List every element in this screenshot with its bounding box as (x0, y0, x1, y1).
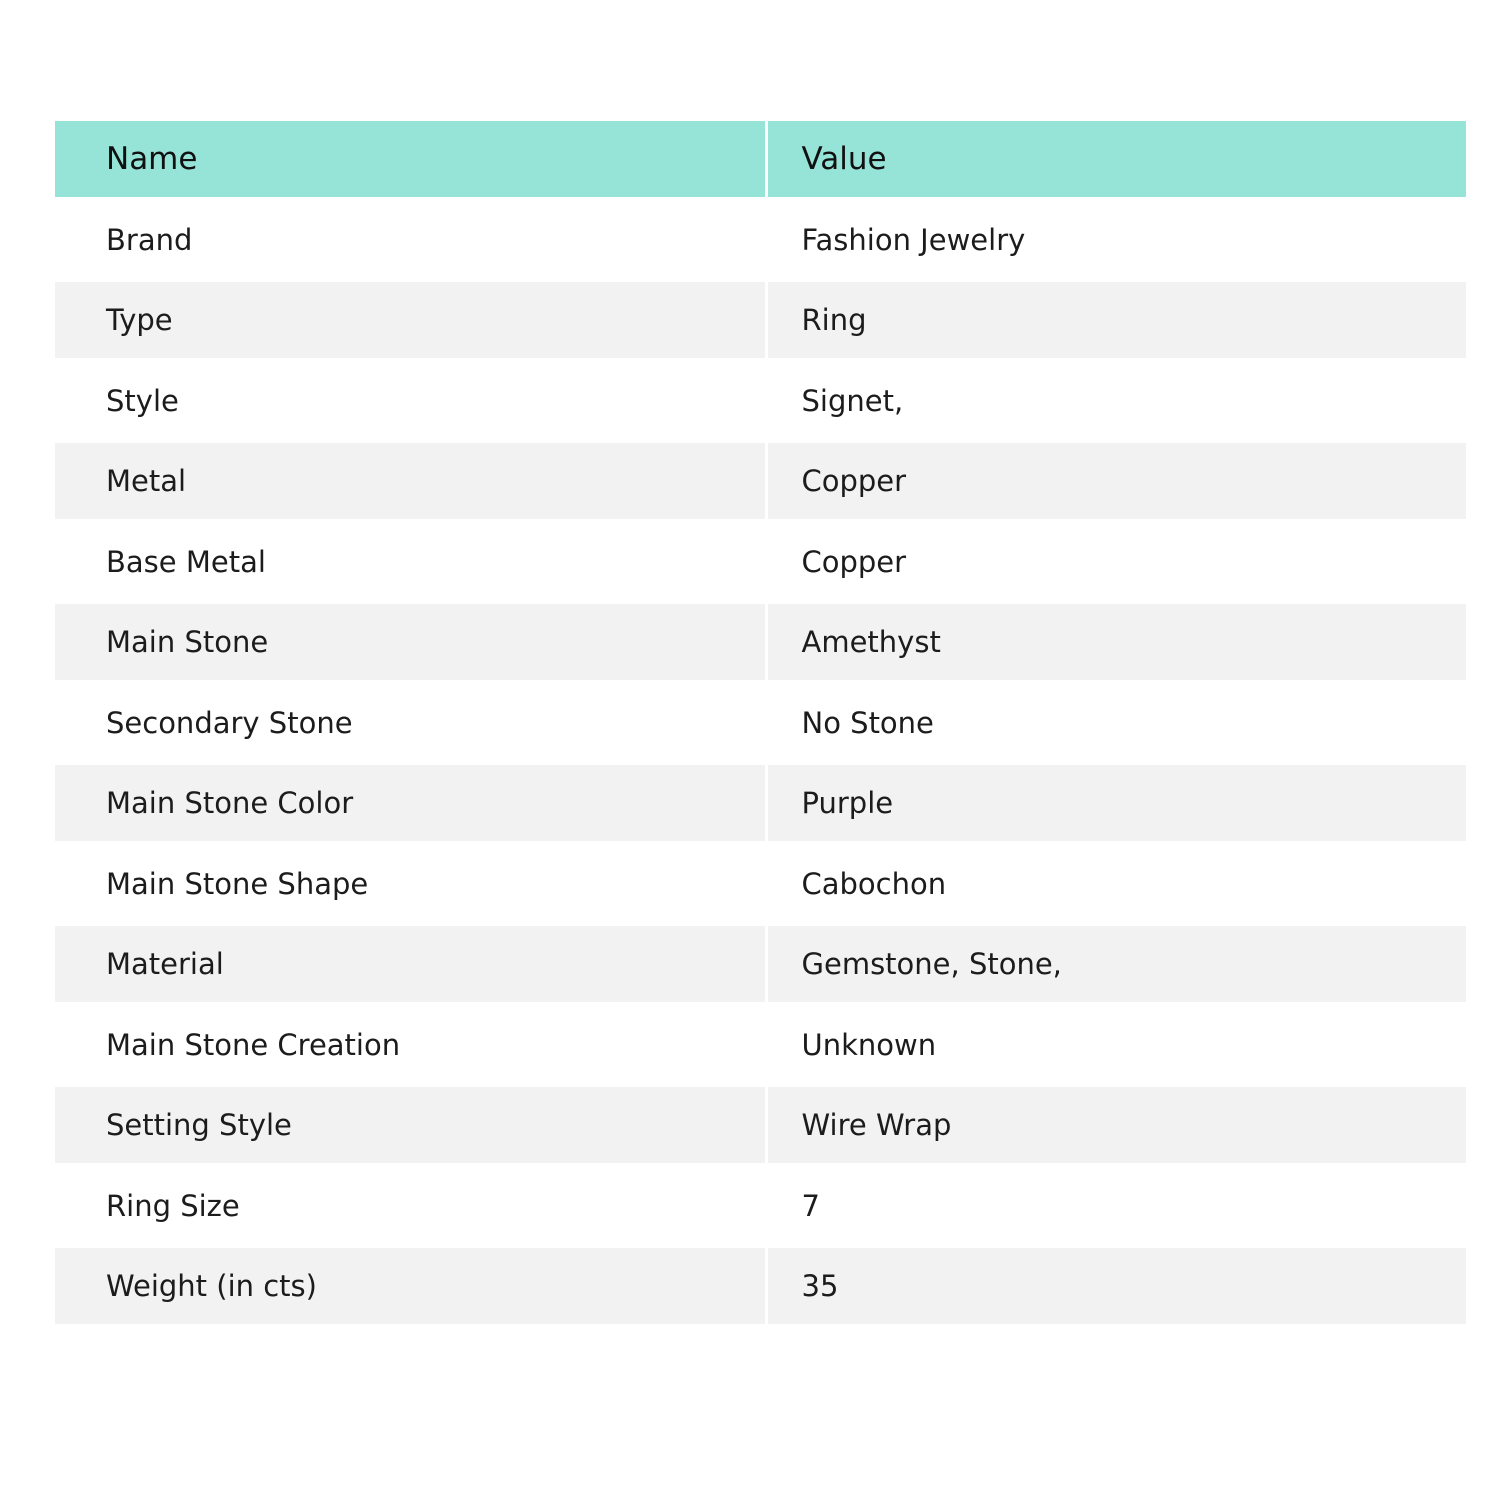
row-name-cell: Material (55, 926, 766, 1002)
row-value-cell: Unknown (766, 1002, 1466, 1087)
row-value-cell: Signet, (766, 358, 1466, 443)
row-name-cell: Main Stone (55, 604, 766, 680)
row-name-cell: Setting Style (55, 1087, 766, 1163)
row-name-cell: Ring Size (55, 1163, 766, 1248)
table-row (55, 358, 1466, 443)
table-body (55, 197, 1466, 1324)
row-name-cell: Main Stone Color (55, 765, 766, 841)
row-value-cell: Cabochon (766, 841, 1466, 926)
table-row (55, 841, 1466, 926)
row-name-cell: Brand (55, 197, 766, 282)
spec-table (55, 121, 1466, 1324)
table-row (55, 926, 1466, 1002)
row-name-cell: Secondary Stone (55, 680, 766, 765)
table-row (55, 1248, 1466, 1324)
row-name-cell: Main Stone Shape (55, 841, 766, 926)
table-row (55, 282, 1466, 358)
row-value-cell: No Stone (766, 680, 1466, 765)
row-value-cell: Amethyst (766, 604, 1466, 680)
table-row (55, 680, 1466, 765)
row-name-cell: Type (55, 282, 766, 358)
row-value-cell: Ring (766, 282, 1466, 358)
row-value-cell: Fashion Jewelry (766, 197, 1466, 282)
row-value-cell: Copper (766, 443, 1466, 519)
row-name-cell: Weight (in cts) (55, 1248, 766, 1324)
table-row (55, 604, 1466, 680)
table-row (55, 1163, 1466, 1248)
table-header (55, 121, 1466, 197)
column-header-name: Name (55, 121, 766, 197)
row-value-cell: Gemstone, Stone, (766, 926, 1466, 1002)
row-name-cell: Main Stone Creation (55, 1002, 766, 1087)
header-row (55, 121, 1466, 197)
row-value-cell: Copper (766, 519, 1466, 604)
table-row (55, 443, 1466, 519)
row-value-cell: 35 (766, 1248, 1466, 1324)
table-row (55, 519, 1466, 604)
column-header-value: Value (766, 121, 1466, 197)
row-name-cell: Style (55, 358, 766, 443)
row-value-cell: Purple (766, 765, 1466, 841)
table-row (55, 1002, 1466, 1087)
table-row (55, 1087, 1466, 1163)
table-row (55, 765, 1466, 841)
row-name-cell: Metal (55, 443, 766, 519)
table-row (55, 197, 1466, 282)
row-value-cell: Wire Wrap (766, 1087, 1466, 1163)
row-value-cell: 7 (766, 1163, 1466, 1248)
row-name-cell: Base Metal (55, 519, 766, 604)
